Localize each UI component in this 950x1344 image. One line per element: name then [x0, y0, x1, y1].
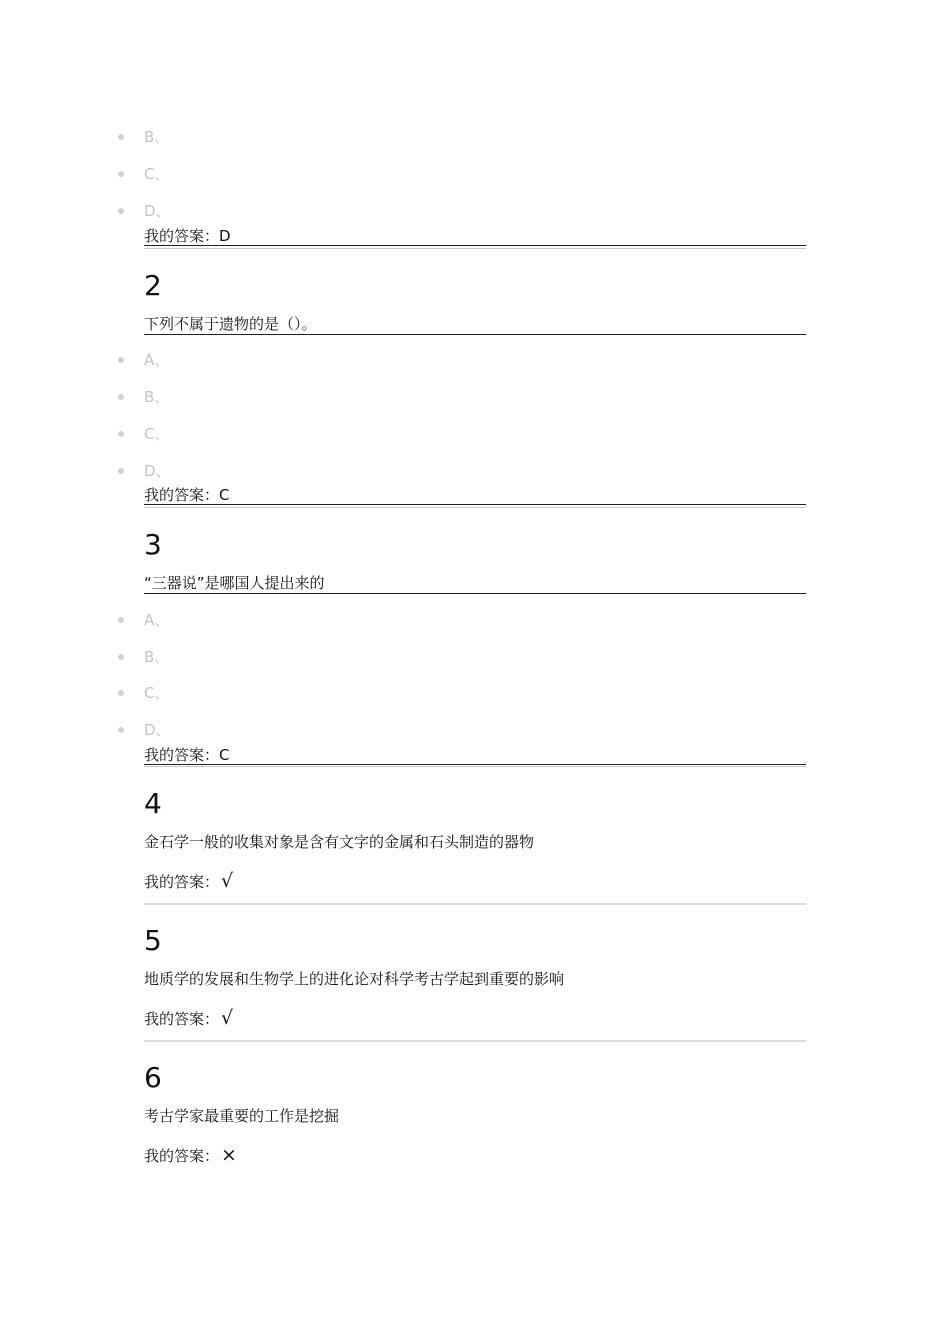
- my-answer: 我的答案： ×: [144, 1144, 237, 1166]
- question-number: 5: [144, 924, 162, 957]
- answer-value: ×: [221, 1144, 237, 1166]
- my-answer: 我的答案：D: [144, 227, 806, 246]
- question-number: 6: [144, 1061, 162, 1094]
- question-text: 地质学的发展和生物学上的进化论对科学考古学起到重要的影响: [144, 970, 565, 988]
- my-answer: 我的答案： √: [144, 870, 234, 892]
- question-text: 金石学一般的收集对象是含有文字的金属和石头制造的器物: [144, 833, 535, 851]
- bullet-icon: [118, 690, 124, 696]
- question-text: 下列不属于遗物的是（）。: [144, 314, 806, 335]
- option-b[interactable]: B、: [118, 647, 169, 667]
- question-number: 3: [144, 528, 162, 561]
- divider: [144, 903, 806, 905]
- option-d[interactable]: D、: [118, 720, 171, 740]
- divider: [144, 248, 806, 249]
- question-number: 4: [144, 787, 162, 820]
- option-c[interactable]: C、: [118, 683, 169, 703]
- bullet-icon: [118, 468, 124, 474]
- question-number: 2: [144, 269, 162, 302]
- answer-value: √: [221, 870, 234, 892]
- my-answer: 我的答案： √: [144, 1007, 234, 1029]
- option-c[interactable]: C、: [118, 164, 169, 184]
- my-answer: 我的答案：C: [144, 486, 806, 505]
- option-d[interactable]: D、: [118, 461, 171, 481]
- bullet-icon: [118, 208, 124, 214]
- option-a[interactable]: A、: [118, 350, 169, 370]
- answer-value: C: [219, 486, 230, 504]
- my-answer: 我的答案：C: [144, 746, 806, 765]
- answer-value: C: [219, 746, 230, 764]
- bullet-icon: [118, 357, 124, 363]
- bullet-icon: [118, 727, 124, 733]
- option-b[interactable]: B、: [118, 387, 169, 407]
- bullet-icon: [118, 394, 124, 400]
- question-text: 考古学家最重要的工作是挖掘: [144, 1107, 340, 1125]
- bullet-icon: [118, 134, 124, 140]
- bullet-icon: [118, 431, 124, 437]
- answer-value: √: [221, 1007, 234, 1029]
- bullet-icon: [118, 617, 124, 623]
- option-a[interactable]: A、: [118, 610, 169, 630]
- divider: [144, 1040, 806, 1042]
- option-d[interactable]: D、: [118, 201, 171, 221]
- divider: [144, 766, 806, 767]
- divider: [144, 507, 806, 508]
- option-c[interactable]: C、: [118, 424, 169, 444]
- bullet-icon: [118, 171, 124, 177]
- answer-value: D: [219, 227, 231, 245]
- option-b[interactable]: B、: [118, 127, 169, 147]
- bullet-icon: [118, 654, 124, 660]
- question-text: “三器说”是哪国人提出来的: [144, 573, 806, 594]
